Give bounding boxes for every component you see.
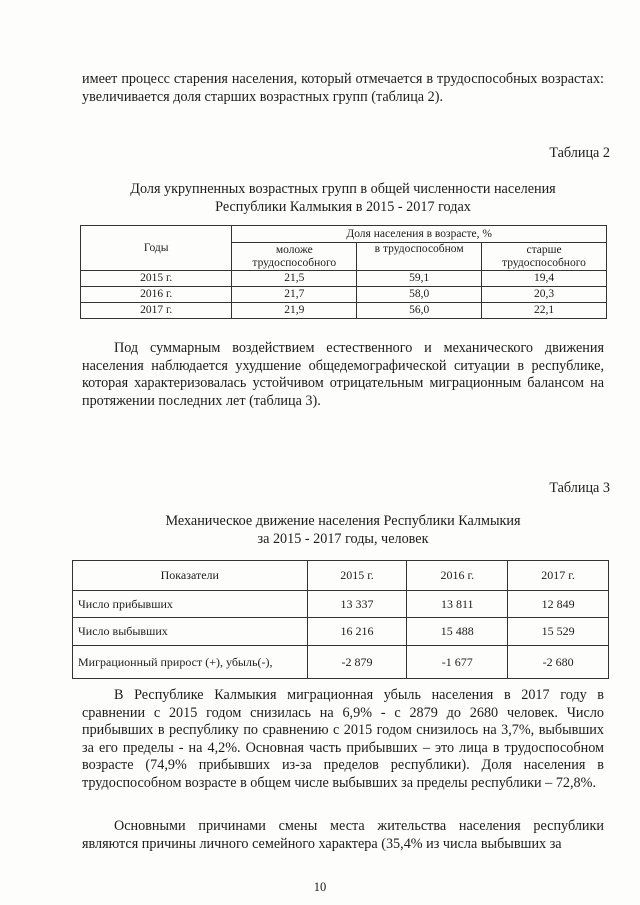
table2-header-years: Годы [81,226,232,271]
table2-header-younger: моложе трудоспособного [232,243,357,271]
table3-row-label: Миграционный прирост (+), убыль(-), [73,646,308,679]
page-number: 10 [313,880,327,894]
table2-year: 2016 г. [81,287,232,303]
table3-value-2016: 13 811 [407,591,508,618]
table2-working: 56,0 [357,303,482,319]
table-row [81,271,607,287]
table3-value-2015: 16 216 [307,618,407,646]
table2-year: 2015 г. [81,271,232,287]
table3-header-2017: 2017 г. [508,561,609,591]
table2-older: 19,4 [482,271,607,287]
table3-value-2017: -2 680 [508,646,609,679]
table3-value-2017: 12 849 [508,591,609,618]
table-row [73,646,609,679]
table3-label: Таблица 3 [549,480,610,496]
table2-working: 58,0 [357,287,482,303]
table3-value-2017: 15 529 [508,618,609,646]
table3-header-indicators: Показатели [73,561,308,591]
table2-working: 59,1 [357,271,482,287]
table2-younger: 21,9 [232,303,357,319]
table3-title [82,513,604,548]
table3-header-2016: 2016 г. [407,561,508,591]
table2-older: 20,3 [482,287,607,303]
table3-row-label: Число прибывших [73,591,308,618]
table3-value-2015: 13 337 [307,591,407,618]
table3-migration [72,560,609,679]
table3-header-2015: 2015 г. [307,561,407,591]
table-row [73,618,609,646]
table2-younger: 21,7 [232,287,357,303]
table3-title-line1: Механическое движение населения Республики Калмыкия [165,513,521,529]
table3-row-label: Число выбывших [73,618,308,646]
table-row [81,303,607,319]
table-row [73,591,609,618]
table2-header-working: в трудоспособном [357,243,482,271]
table2-title-line1: Доля укрупненных возрастных групп в общей численности населения [130,181,556,197]
paragraph-migration-balance: Под суммарным воздействием естественного и механического движения населения наблюдается ухудшение общедемографической ситуации в республике, которая характеризовалась устойчивом отрицательным миграционным балансом на протяжении последних лет (таблица 3). [82,340,604,409]
table2-year: 2017 г. [81,303,232,319]
table3-value-2016: 15 488 [407,618,508,646]
table3-value-2016: -1 677 [407,646,508,679]
table2-header-share: Доля населения в возрасте, % [232,226,607,243]
table2-title-line2: Республики Калмыкия в 2015 - 2017 годах [215,198,471,215]
table2-title [82,181,604,216]
table2-header-older: старше трудоспособного [482,243,607,271]
table-row [81,287,607,303]
paragraph-aging: имеет процесс старения населения, который отмечается в трудоспособных возрастах: увеличивается доля старших возрастных групп (таблица 2). [82,71,604,105]
table2-older: 22,1 [482,303,607,319]
table3-value-2015: -2 879 [307,646,407,679]
table2-age-groups [80,225,607,319]
table2-label: Таблица 2 [549,145,610,161]
table3-title-line2: за 2015 - 2017 годы, человек [257,530,429,547]
paragraph-migration-analysis: В Республике Калмыкия миграционная убыль населения в 2017 году в сравнении с 2015 годом снизилась на 6,9% - с 2879 до 2680 человек. Число прибывших в республику по сравнению с 2015 годом снизилось на 3,7%, выбывших за его пределы - на 4,2%. Основная часть прибывших – это лица в трудоспособном возрасте (74,9% прибывших из-за пределов республики). Доля населения в трудоспособном возрасте в общем числе выбывших за пределы республики – 72,8%. [82,687,604,791]
paragraph-reasons: Основными причинами смены места жительства населения республики являются причины личного семейного характера (35,4% из числа выбывших за [82,818,604,852]
table2-younger: 21,5 [232,271,357,287]
